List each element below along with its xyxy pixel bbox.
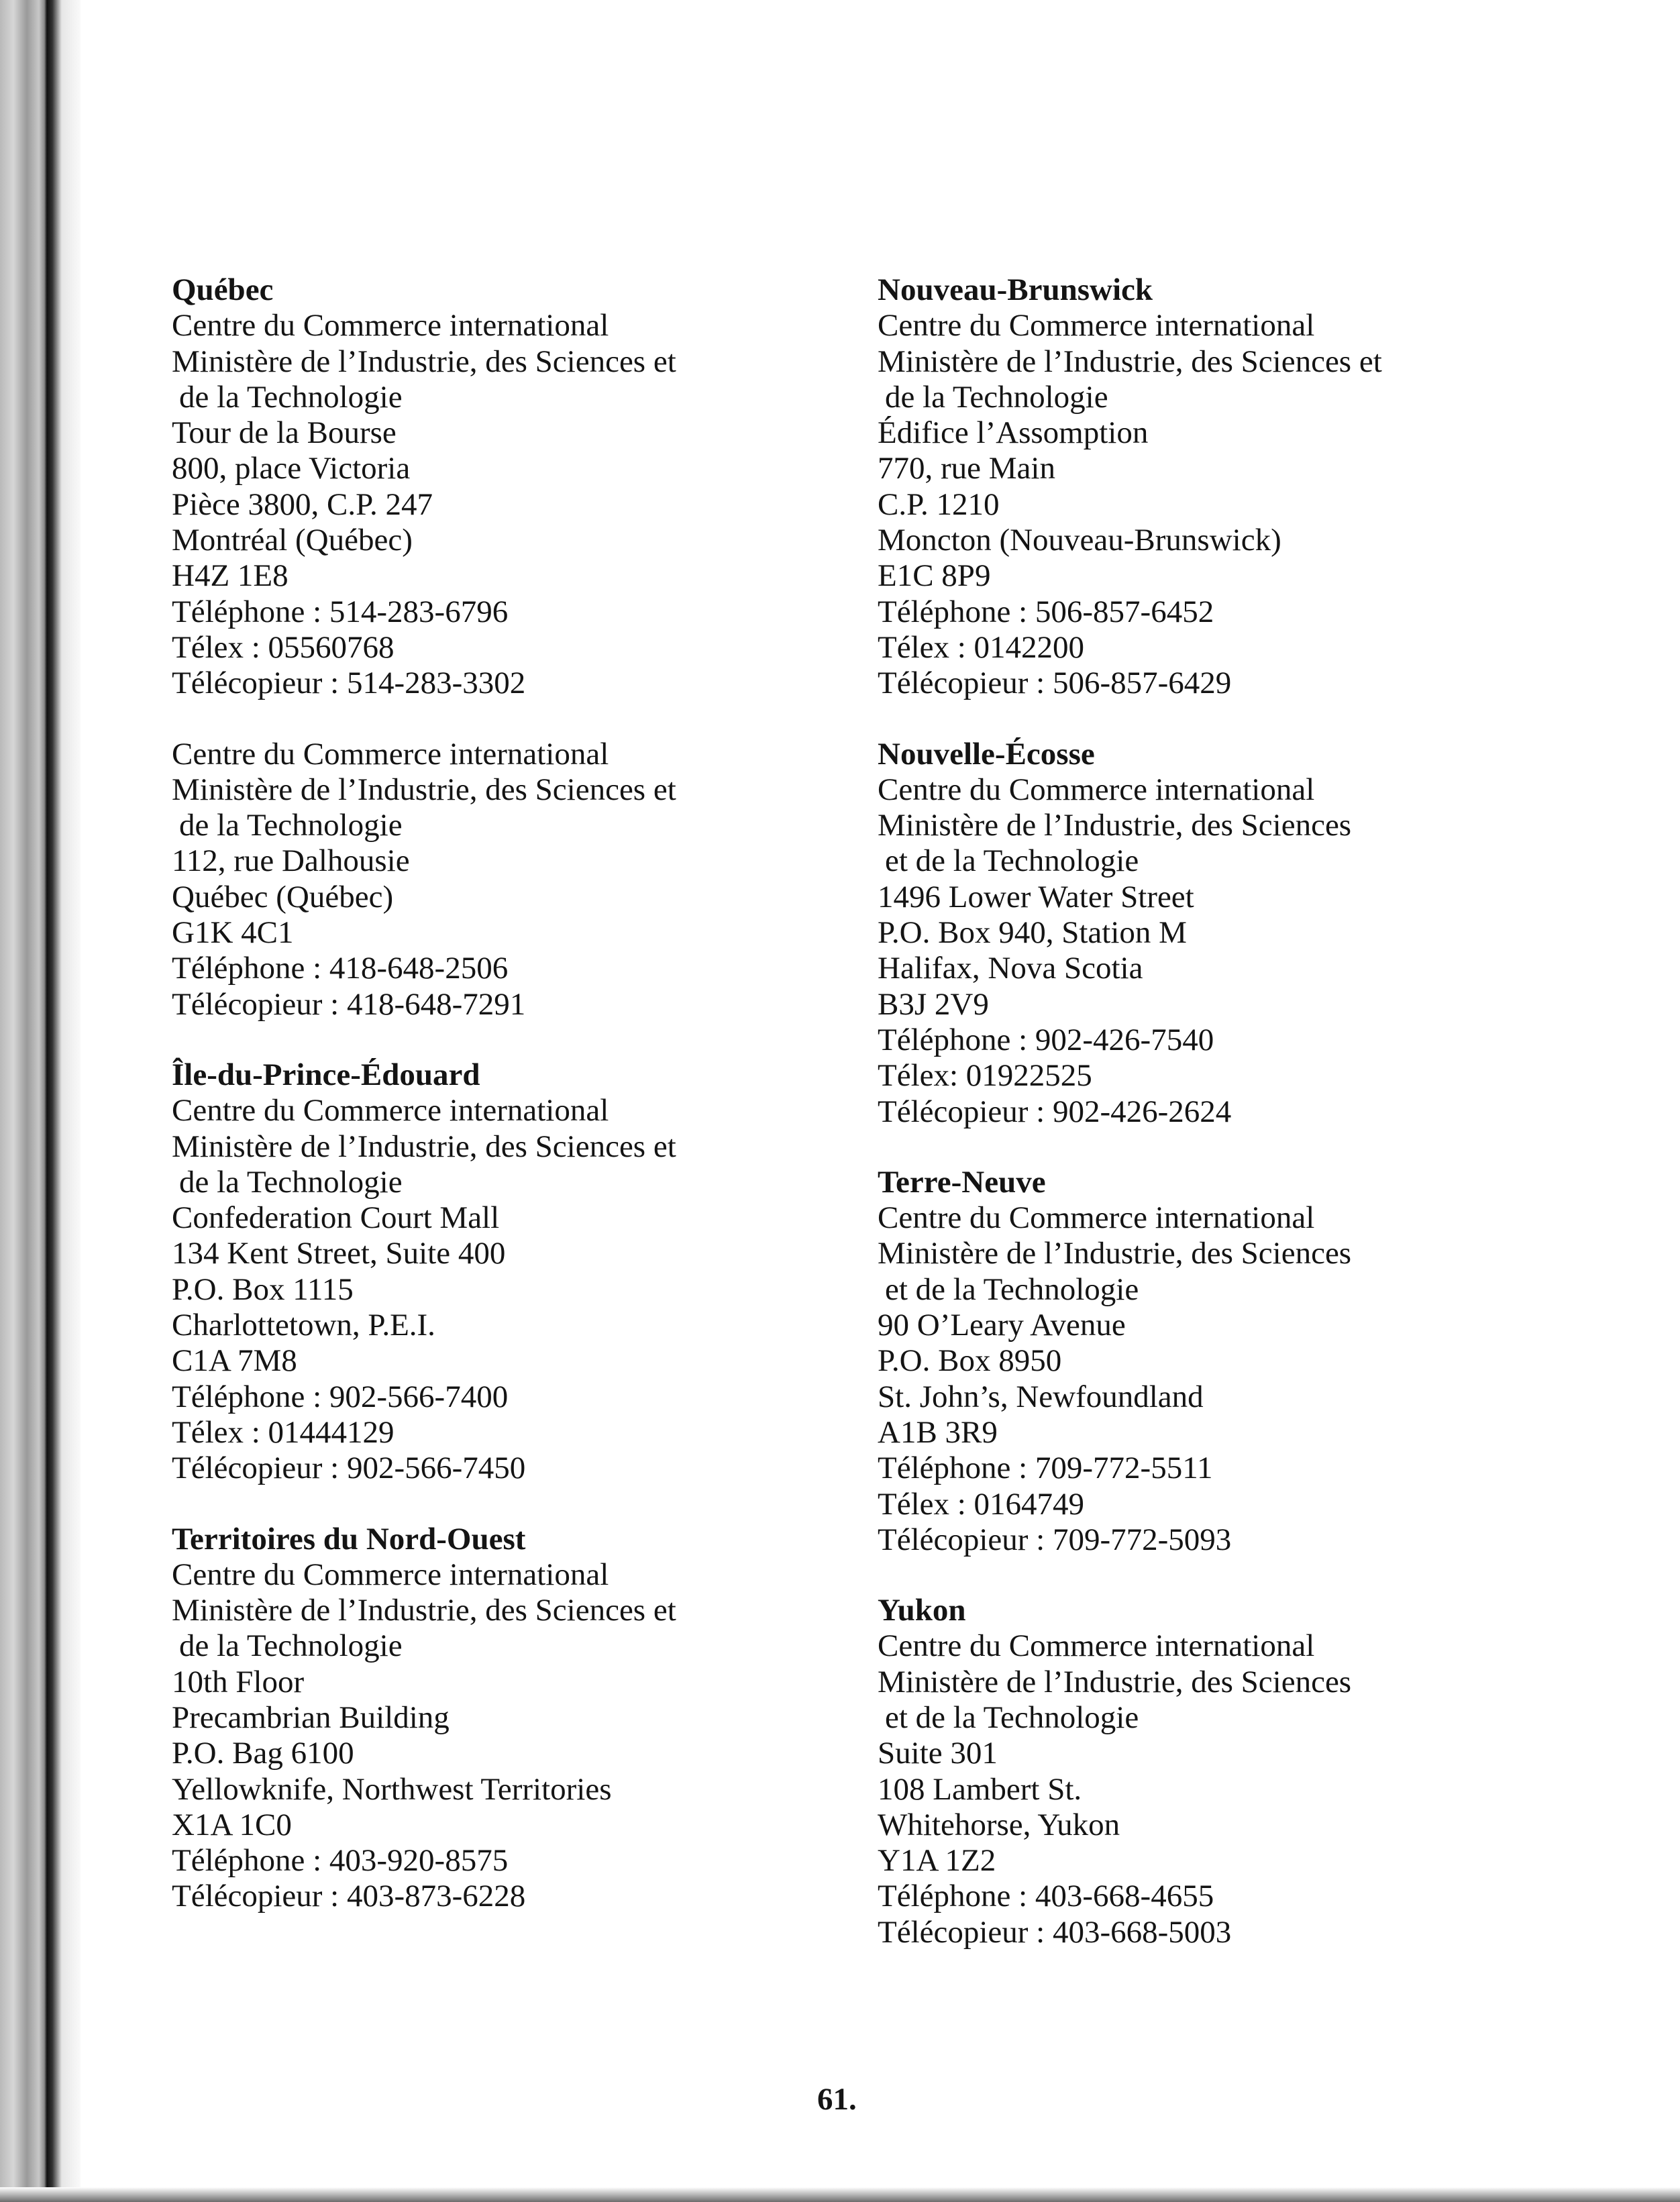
address-line: de la Technologie <box>179 808 403 843</box>
address-line: Télex : 0164749 <box>878 1486 1085 1522</box>
address-line: E1C 8P9 <box>878 558 991 594</box>
address-line: P.O. Box 8950 <box>878 1343 1062 1379</box>
address-line: Télécopieur : 403-873-6228 <box>172 1879 526 1914</box>
address-line: Ministère de l’Industrie, des Sciences et <box>172 344 676 379</box>
address-line: Téléphone : 403-920-8575 <box>172 1843 509 1879</box>
address-line: 108 Lambert St. <box>878 1771 1082 1807</box>
address-line: H4Z 1E8 <box>172 558 288 594</box>
address-line: Télécopieur : 403-668-5003 <box>878 1914 1232 1950</box>
address-line: et de la Technologie <box>885 1699 1139 1735</box>
address-line: Centre du Commerce international <box>878 1200 1315 1236</box>
address-line: C1A 7M8 <box>172 1343 297 1379</box>
address-line: Charlottetown, P.E.I. <box>172 1308 435 1343</box>
region-heading: Québec <box>172 272 274 307</box>
address-line: Ministère de l’Industrie, des Sciences <box>878 1664 1352 1699</box>
address-block-territoires-du-nord-ouest <box>172 1522 843 1915</box>
address-line: Ministère de l’Industrie, des Sciences et <box>172 1593 676 1628</box>
address-line: P.O. Bag 6100 <box>172 1736 354 1771</box>
address-line: 770, rue Main <box>878 451 1055 486</box>
address-line: Y1A 1Z2 <box>878 1843 996 1879</box>
region-heading: Territoires du Nord-Ouest <box>172 1521 526 1557</box>
address-line: Centre du Commerce international <box>878 308 1315 344</box>
address-line: 800, place Victoria <box>172 451 411 486</box>
page-number: 61. <box>817 2082 857 2117</box>
address-line: Confederation Court Mall <box>172 1200 500 1236</box>
address-line: Pièce 3800, C.P. 247 <box>172 486 433 522</box>
address-block-ile-du-prince-edouard <box>172 1057 843 1487</box>
address-line: Télex : 0142200 <box>878 629 1085 665</box>
address-block-yukon <box>878 1593 1548 1950</box>
address-line: Téléphone : 418-648-2506 <box>172 951 509 986</box>
address-line: Whitehorse, Yukon <box>878 1807 1120 1842</box>
address-line: Édifice l’Assomption <box>878 415 1149 451</box>
address-line: et de la Technologie <box>885 843 1139 879</box>
address-line: Centre du Commerce international <box>878 772 1315 807</box>
address-line: Télécopieur : 902-566-7450 <box>172 1451 526 1486</box>
address-line: Téléphone : 514-283-6796 <box>172 594 509 629</box>
region-heading: Nouvelle-Écosse <box>878 736 1095 772</box>
region-heading: Terre-Neuve <box>878 1164 1046 1200</box>
address-line: Téléphone : 902-426-7540 <box>878 1022 1214 1057</box>
address-line: de la Technologie <box>179 1628 403 1664</box>
address-line: de la Technologie <box>179 1164 403 1200</box>
address-line: de la Technologie <box>179 379 403 415</box>
address-line: Centre du Commerce international <box>172 1093 609 1129</box>
left-column <box>172 272 843 1950</box>
address-line: G1K 4C1 <box>172 915 294 951</box>
address-line: Ministère de l’Industrie, des Sciences et <box>172 772 676 807</box>
address-line: 1496 Lower Water Street <box>878 879 1194 914</box>
address-line: et de la Technologie <box>885 1271 1139 1307</box>
address-line: Téléphone : 403-668-4655 <box>878 1879 1214 1914</box>
address-line: Téléphone : 709-772-5511 <box>878 1451 1213 1486</box>
address-line: 112, rue Dalhousie <box>172 843 410 879</box>
address-line: 90 O’Leary Avenue <box>878 1308 1126 1343</box>
address-line: Téléphone : 902-566-7400 <box>172 1379 509 1414</box>
address-block-unnamed <box>172 737 843 1023</box>
address-line: C.P. 1210 <box>878 486 1000 522</box>
page-bottom-edge <box>0 2187 1680 2202</box>
address-line: Halifax, Nova Scotia <box>878 951 1143 986</box>
address-line: Yellowknife, Northwest Territories <box>172 1771 612 1807</box>
address-line: P.O. Box 940, Station M <box>878 915 1187 951</box>
address-line: Centre du Commerce international <box>878 1628 1315 1664</box>
address-line: Moncton (Nouveau-Brunswick) <box>878 523 1281 558</box>
address-line: A1B 3R9 <box>878 1414 998 1450</box>
address-line: Téléphone : 506-857-6452 <box>878 594 1214 629</box>
address-block-quebec <box>172 272 843 702</box>
address-line: Centre du Commerce international <box>172 736 609 772</box>
region-heading: Île-du-Prince-Édouard <box>172 1057 480 1092</box>
address-line: Télex : 05560768 <box>172 629 395 665</box>
address-line: P.O. Box 1115 <box>172 1271 354 1307</box>
address-block-terre-neuve <box>878 1165 1548 1558</box>
address-line: Télécopieur : 418-648-7291 <box>172 986 526 1022</box>
address-line: Télécopieur : 506-857-6429 <box>878 666 1232 701</box>
address-block-nouvelle-ecosse <box>878 737 1548 1130</box>
address-line: X1A 1C0 <box>172 1807 292 1842</box>
region-heading: Nouveau-Brunswick <box>878 272 1153 307</box>
address-line: Télécopieur : 514-283-3302 <box>172 666 526 701</box>
address-line: Télex : 01444129 <box>172 1414 395 1450</box>
address-line: Ministère de l’Industrie, des Sciences <box>878 808 1352 843</box>
address-line: Suite 301 <box>878 1736 998 1771</box>
address-line: de la Technologie <box>885 379 1108 415</box>
address-line: Ministère de l’Industrie, des Sciences et <box>172 1129 676 1164</box>
right-column <box>878 272 1548 1985</box>
address-line: 10th Floor <box>172 1664 305 1699</box>
address-line: Télécopieur : 709-772-5093 <box>878 1522 1232 1557</box>
address-line: Télécopieur : 902-426-2624 <box>878 1094 1232 1129</box>
address-line: B3J 2V9 <box>878 986 989 1022</box>
address-block-nouveau-brunswick <box>878 272 1548 702</box>
address-line: Precambrian Building <box>172 1699 450 1735</box>
address-line: Ministère de l’Industrie, des Sciences <box>878 1236 1352 1271</box>
address-line: Télex: 01922525 <box>878 1058 1092 1094</box>
address-line: Québec (Québec) <box>172 879 394 914</box>
address-line: 134 Kent Street, Suite 400 <box>172 1236 506 1271</box>
region-heading: Yukon <box>878 1593 966 1628</box>
address-line: Ministère de l’Industrie, des Sciences et <box>878 344 1382 379</box>
page-binding-edge <box>0 0 81 2202</box>
address-line: Tour de la Bourse <box>172 415 397 451</box>
address-line: Centre du Commerce international <box>172 1557 609 1592</box>
address-line: Montréal (Québec) <box>172 523 413 558</box>
address-line: St. John’s, Newfoundland <box>878 1379 1204 1414</box>
address-line: Centre du Commerce international <box>172 308 609 344</box>
